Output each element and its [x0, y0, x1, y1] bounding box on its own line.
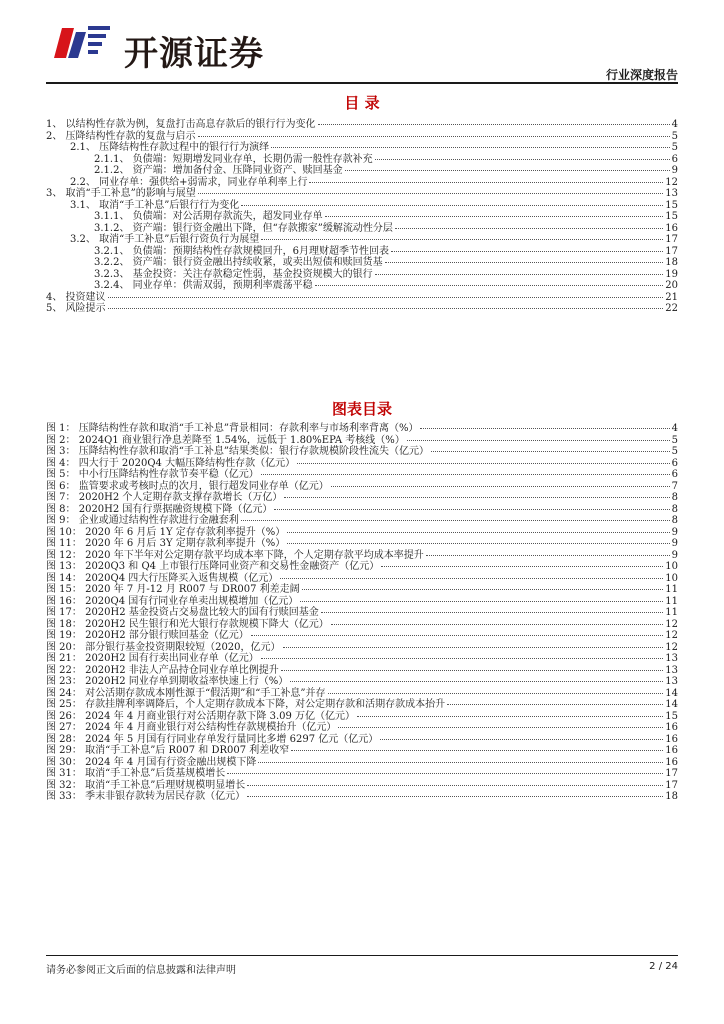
footer-disclaimer: 请务必参阅正文后面的信息披露和法律声明: [46, 965, 236, 976]
dot-leader: [331, 476, 670, 487]
dot-leader: [391, 241, 663, 252]
entry-title: 图 20： 部分银行基金投资期限较短（2020，亿元）: [46, 641, 281, 653]
entry-page-number: 15: [665, 211, 678, 222]
dot-leader: [261, 648, 663, 659]
entry-title: 3.2.3、 基金投资：关注存款稳定性弱，基金投资规模大的银行: [94, 268, 373, 280]
entry-title: 图 29： 取消“手工补息”后 R007 和 DR007 利差收窄: [46, 745, 290, 756]
entry-page-number: 13: [665, 188, 678, 199]
dot-leader: [280, 568, 663, 579]
entry-page-number: 11: [665, 584, 678, 595]
dot-leader: [251, 625, 663, 636]
entry-page-number: 11: [665, 595, 678, 607]
entry-page-number: 9: [671, 538, 678, 549]
entry-page-number: 14: [665, 699, 678, 710]
entry-page-number: 18: [665, 791, 678, 802]
entry-page-number: 17: [665, 779, 678, 791]
entry-title: 图 4： 四大行于 2020Q4 大幅压降结构性存款（亿元）: [46, 457, 296, 469]
entry-title: 图 31： 取消“手工补息”后货基规模增长: [46, 768, 226, 779]
entry-title: 2、 压降结构性存款的复盘与启示: [46, 130, 196, 142]
entry-title: 图 6： 监管要求或考核时点的次月，银行超发同业存单（亿元）: [46, 480, 329, 492]
entry-title: 图 5： 中小行压降结构性存款节奏平稳（亿元）: [46, 469, 259, 480]
entry-title: 图 15： 2020 年 7 月-12 月 R007 与 DR007 利差走阔: [46, 584, 300, 595]
brand-logo: [48, 18, 278, 74]
entry-title: 图 13： 2020Q3 和 Q4 上市银行压降同业资产和交易性金融资产（亿元）: [46, 561, 380, 572]
entry-page-number: 7: [671, 480, 678, 492]
entry-title: 图 1： 压降结构性存款和取消“手工补息”背景相同：存款利率与市场利率背离（%）: [46, 423, 419, 434]
entry-page-number: 4: [671, 423, 678, 434]
toc-entry[interactable]: [46, 300, 678, 312]
entry-title: 3.1、 取消“手工补息”后银行行为变化: [70, 199, 240, 211]
entry-page-number: 16: [665, 722, 678, 733]
entry-title: 图 18： 2020H2 民生银行和光大银行存款规模下降大（亿元）: [46, 618, 329, 630]
entry-title: 图 8： 2020H2 国有行票据融资规模下降（亿元）: [46, 503, 273, 515]
entry-title: 图 32： 取消“手工补息”后理财规模明显增长: [46, 779, 246, 791]
dot-leader: [328, 683, 664, 694]
dot-leader: [302, 579, 664, 590]
entry-title: 4、 投资建议: [46, 291, 106, 303]
entry-page-number: 12: [665, 630, 678, 641]
entry-page-number: 14: [665, 687, 678, 699]
entry-page-number: 5: [671, 434, 678, 446]
report-type-label: 行业深度报告: [605, 68, 678, 82]
entry-page-number: 8: [671, 492, 678, 503]
dot-leader: [345, 160, 670, 171]
dot-leader: [198, 126, 670, 137]
dot-leader: [431, 441, 670, 452]
dot-leader: [331, 614, 663, 625]
entry-page-number: 16: [665, 745, 678, 756]
entry-page-number: 6: [671, 469, 678, 480]
dot-leader: [271, 137, 670, 148]
entry-page-number: 5: [671, 130, 678, 142]
entry-page-number: 13: [665, 676, 678, 687]
entry-title: 图 28： 2024 年 5 月国有行同业存单发行量同比多增 6297 亿元（亿元）: [46, 733, 379, 745]
entry-page-number: 16: [665, 733, 678, 745]
entry-page-number: 13: [665, 664, 678, 676]
dot-leader: [338, 717, 663, 728]
dot-leader: [309, 172, 663, 183]
logo-text: 开源证券: [124, 34, 264, 74]
dot-leader: [227, 763, 663, 774]
entry-page-number: 16: [665, 756, 678, 768]
entry-page-number: 8: [671, 515, 678, 526]
entry-page-number: 10: [665, 572, 678, 584]
entry-title: 图 24： 对公活期存款成本刚性源于“假活期”和“手工补息”并存: [46, 687, 326, 699]
entry-title: 图 17： 2020H2 基金投资占交易盘比较大的国有行赎回基金: [46, 607, 319, 618]
entry-title: 2.1.1、 负债端：短期增发同业存单，长期仍需一般性存款补充: [94, 153, 373, 165]
entry-page-number: 17: [665, 245, 678, 257]
dot-leader: [321, 602, 663, 613]
entry-title: 图 25： 存款挂牌利率调降后，个人定期存款成本下降，对公定期存款和活期存款成本抬升: [46, 699, 446, 710]
entry-page-number: 19: [665, 268, 678, 280]
logo-mark-icon: [48, 18, 120, 66]
entry-title: 图 26： 2024 年 4 月商业银行对公活期存款下降 3.09 万亿（亿元）: [46, 710, 356, 722]
entry-title: 图 14： 2020Q4 四大行压降买入返售规模（亿元）: [46, 572, 279, 584]
dot-leader: [357, 706, 663, 717]
dot-leader: [247, 786, 663, 797]
dot-leader: [290, 671, 663, 682]
dot-leader: [297, 453, 670, 464]
dot-leader: [420, 418, 669, 429]
entry-page-number: 4: [671, 119, 678, 130]
dot-leader: [287, 533, 669, 544]
entry-page-number: 9: [671, 549, 678, 561]
toc-list: [46, 116, 678, 312]
entry-title: 2.1、 压降结构性存款过程中的银行行为演绎: [70, 142, 270, 153]
entry-title: 图 21： 2020H2 国有行卖出同业存单（亿元）: [46, 653, 259, 664]
entry-page-number: 17: [665, 234, 678, 245]
dot-leader: [325, 206, 664, 217]
dot-leader: [291, 740, 663, 751]
dot-leader: [395, 218, 663, 229]
header-divider: [46, 82, 678, 84]
dot-leader: [447, 694, 663, 705]
entry-page-number: 9: [671, 526, 678, 538]
dot-leader: [284, 487, 669, 498]
entry-title: 图 2： 2024Q1 商业银行净息差降至 1.54%，远低于 1.80%EPA 考核线（%）: [46, 434, 405, 446]
entry-title: 图 7： 2020H2 个人定期存款支撑存款增长（万亿）: [46, 492, 283, 503]
entry-title: 图 11： 2020 年 6 月后 3Y 定期存款利率提升（%）: [46, 538, 286, 549]
entry-title: 3.2.1、 负债端：预期结构性存款规模回升，6月理财超季节性回表: [94, 245, 389, 257]
toc-title: 目 录: [344, 94, 380, 112]
dot-leader: [385, 252, 664, 263]
dot-leader: [380, 729, 663, 740]
entry-page-number: 18: [665, 257, 678, 268]
entry-title: 图 10： 2020 年 6 月后 1Y 定存存款利率提升（%）: [46, 526, 286, 538]
dot-leader: [261, 229, 663, 240]
dot-leader: [426, 545, 670, 556]
dot-leader: [375, 149, 670, 160]
entry-page-number: 6: [671, 457, 678, 469]
entry-page-number: 22: [665, 303, 678, 314]
entry-page-number: 12: [665, 176, 678, 188]
entry-title: 图 23： 2020H2 同业存单到期收益率快速上行（%）: [46, 676, 289, 687]
dot-leader: [261, 464, 670, 475]
entry-title: 图 19： 2020H2 部分银行赎回基金（亿元）: [46, 630, 249, 641]
entry-page-number: 6: [671, 153, 678, 165]
dot-leader: [300, 591, 663, 602]
dot-leader: [318, 114, 670, 125]
dot-leader: [375, 264, 664, 275]
page-number: 2 / 24: [649, 961, 678, 972]
dot-leader: [281, 660, 663, 671]
entry-title: 3.2.2、 资产端：银行资金融出持续收紧，或卖出短债和赎回货基: [94, 257, 383, 268]
dot-leader: [108, 287, 664, 298]
entry-title: 图 33： 季末非银存款转为居民存款（亿元）: [46, 791, 246, 802]
entry-page-number: 16: [665, 222, 678, 234]
entry-title: 3.2.4、 同业存单：供需双弱，预期利率震荡平稳: [94, 280, 313, 291]
dot-leader: [241, 195, 663, 206]
entry-title: 1、 以结构性存款为例，复盘打击高息存款后的银行行为变化: [46, 119, 316, 130]
entry-page-number: 5: [671, 142, 678, 153]
dot-leader: [315, 275, 664, 286]
entry-title: 图 30： 2024 年 4 月国有行资金融出规模下降: [46, 756, 257, 768]
entry-title: 图 12： 2020 年下半年对公定期存款平均成本率下降，个人定期存款平均成本率提升: [46, 549, 424, 561]
dot-leader: [274, 499, 669, 510]
entry-page-number: 8: [671, 503, 678, 515]
entry-page-number: 17: [665, 768, 678, 779]
entry-title: 3.2、 取消“手工补息”后银行资负行为展望: [70, 234, 260, 245]
entry-title: 5、 风险提示: [46, 303, 106, 314]
dot-leader: [258, 752, 663, 763]
dot-leader: [287, 522, 669, 533]
entry-title: 图 22： 2020H2 非法人产品持仓同业存单比例提升: [46, 664, 279, 676]
entry-title: 3、 取消“手工补息”的影响与展望: [46, 188, 196, 199]
dot-leader: [283, 637, 664, 648]
entry-page-number: 9: [671, 165, 678, 176]
entry-page-number: 10: [665, 561, 678, 572]
entry-page-number: 11: [665, 607, 678, 618]
entry-title: 2.1.2、 资产端：增加备付金、压降同业资产、赎回基金: [94, 165, 343, 176]
entry-title: 3.1.2、 资产端：银行资金融出下降，但“存款搬家”缓解流动性分层: [94, 222, 393, 234]
entry-title: 图 27： 2024 年 4 月商业银行对公结构性存款规模抬升（亿元）: [46, 722, 337, 733]
dot-leader: [108, 298, 664, 309]
entry-page-number: 12: [665, 641, 678, 653]
entry-title: 图 9： 企业或通过结构性存款进行金融套利: [46, 515, 239, 526]
dot-leader: [241, 510, 670, 521]
figures-list: [46, 420, 678, 800]
entry-page-number: 15: [665, 710, 678, 722]
entry-title: 3.1.1、 负债端：对公活期存款流失，超发同业存单: [94, 211, 323, 222]
entry-title: 图 3： 压降结构性存款和取消“手工补息”结果类似：银行存款规模阶段性流失（亿元）: [46, 446, 429, 457]
entry-page-number: 13: [665, 653, 678, 664]
dot-leader: [198, 183, 664, 194]
footer-divider: [46, 955, 678, 956]
dot-leader: [407, 430, 670, 441]
entry-page-number: 20: [665, 280, 678, 291]
entry-title: 图 16： 2020Q4 国有行同业存单卖出规模增加（亿元）: [46, 595, 299, 607]
entry-page-number: 15: [665, 199, 678, 211]
entry-page-number: 5: [671, 446, 678, 457]
entry-page-number: 12: [665, 618, 678, 630]
entry-page-number: 21: [665, 291, 678, 303]
entry-title: 2.2、 同业存单：强供给+弱需求，同业存单利率上行: [70, 176, 308, 188]
dot-leader: [247, 775, 663, 786]
figures-title: 图表目录: [331, 400, 392, 418]
dot-leader: [381, 556, 663, 567]
